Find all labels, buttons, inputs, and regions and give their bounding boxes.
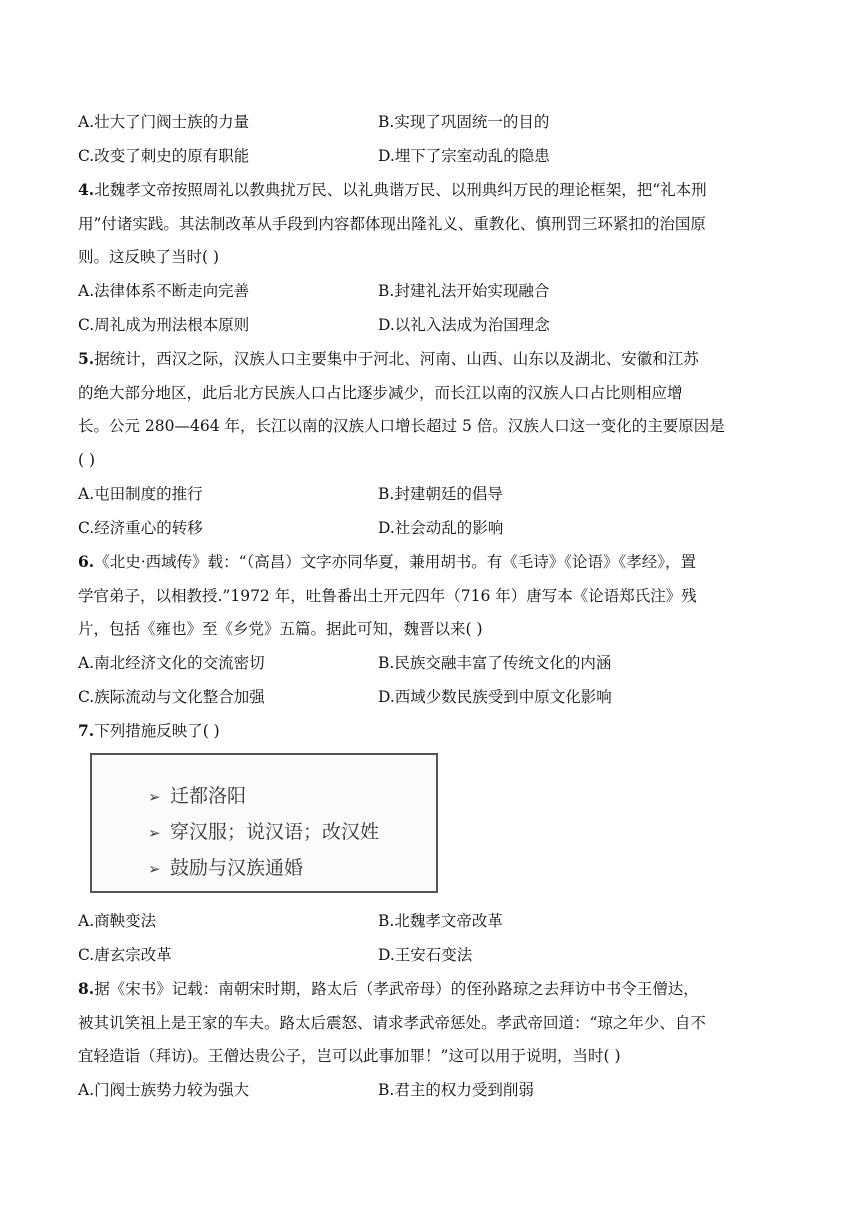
q4-option-c[interactable]: C.周礼成为刑法根本原则 bbox=[78, 316, 250, 334]
q4-option-b[interactable]: B.封建礼法开始实现融合 bbox=[378, 282, 550, 300]
arrow-right-icon: ➢ bbox=[148, 824, 161, 842]
q7-measure-2: ➢ 穿汉服；说汉语；改汉姓 bbox=[148, 821, 380, 843]
q7-measures-box bbox=[90, 753, 438, 893]
q6-stem-line-1: 6.《北史·西域传》载：“（高昌）文字亦同华夏，兼用胡书。有《毛诗》《论语》《孝经》，置 bbox=[78, 552, 697, 571]
q6-option-c[interactable]: C.族际流动与文化整合加强 bbox=[78, 688, 265, 706]
q7-option-a[interactable]: A.商鞅变法 bbox=[78, 912, 157, 930]
q6-option-d[interactable]: D.西域少数民族受到中原文化影响 bbox=[378, 688, 612, 706]
q3-option-c[interactable]: C.改变了刺史的原有职能 bbox=[78, 147, 250, 165]
q3-option-b[interactable]: B.实现了巩固统一的目的 bbox=[378, 113, 550, 131]
q5-option-a[interactable]: A.屯田制度的推行 bbox=[78, 485, 203, 503]
q5-option-b[interactable]: B.封建朝廷的倡导 bbox=[378, 485, 503, 503]
q7-measure-1: ➢ 迁都洛阳 bbox=[148, 785, 247, 807]
q4-number: 4. bbox=[78, 180, 95, 199]
q6-number: 6. bbox=[78, 552, 95, 571]
q7-stem: 7.下列措施反映了( ) bbox=[78, 721, 220, 740]
q7-option-b[interactable]: B.北魏孝文帝改革 bbox=[378, 912, 503, 930]
q8-stem-line-2: 被其讥笑祖上是王家的车夫。路太后震怒、请求孝武帝惩处。孝武帝回道：“琼之年少、自不 bbox=[78, 1014, 706, 1032]
q3-option-d[interactable]: D.埋下了宗室动乱的隐患 bbox=[378, 147, 550, 165]
q7-number: 7. bbox=[78, 721, 95, 740]
q5-number: 5. bbox=[78, 349, 95, 368]
q7-measure-3: ➢ 鼓励与汉族通婚 bbox=[148, 857, 304, 879]
q6-option-a[interactable]: A.南北经济文化的交流密切 bbox=[78, 654, 265, 672]
q6-option-b[interactable]: B.民族交融丰富了传统文化的内涵 bbox=[378, 654, 612, 672]
q7-option-c[interactable]: C.唐玄宗改革 bbox=[78, 946, 172, 964]
q5-option-d[interactable]: D.社会动乱的影响 bbox=[378, 519, 504, 537]
q8-number: 8. bbox=[78, 979, 95, 998]
q4-stem-line-1: 4.北魏孝文帝按照周礼以教典扰万民、以礼典谐万民、以刑典纠万民的理论框架，把“礼本刑 bbox=[78, 180, 707, 199]
q4-stem-line-2: 用”付诸实践。其法制改革从手段到内容都体现出隆礼义、重教化、慎刑罚三环紧扣的治国原 bbox=[78, 215, 706, 233]
q4-stem-line-3: 则。这反映了当时( ) bbox=[78, 248, 220, 266]
q6-stem-line-2: 学官弟子，以相教授.”1972 年，吐鲁番出土开元四年（716 年）唐写本《论语郑氏注》残 bbox=[78, 587, 697, 605]
q7-option-d[interactable]: D.王安石变法 bbox=[378, 946, 473, 964]
q4-option-d[interactable]: D.以礼入法成为治国理念 bbox=[378, 316, 550, 334]
q8-stem-line-1: 8.据《宋书》记载：南朝宋时期，路太后（孝武帝母）的侄孙路琼之去拜访中书令王僧达， bbox=[78, 979, 699, 998]
q8-option-b[interactable]: B.君主的权力受到削弱 bbox=[378, 1081, 534, 1099]
q8-stem-line-3: 宜轻造诣（拜访)。王僧达贵公子，岂可以此事加罪！”这可以用于说明，当时( ) bbox=[78, 1047, 621, 1065]
q8-option-a[interactable]: A.门阀士族势力较为强大 bbox=[78, 1081, 250, 1099]
q3-option-a[interactable]: A.壮大了门阀士族的力量 bbox=[78, 113, 250, 131]
q4-option-a[interactable]: A.法律体系不断走向完善 bbox=[78, 282, 250, 300]
q5-option-c[interactable]: C.经济重心的转移 bbox=[78, 519, 203, 537]
q5-stem-line-2: 的绝大部分地区，此后北方民族人口占比逐步减少，而长江以南的汉族人口占比则相应增 bbox=[78, 384, 683, 402]
q5-stem-line-4: ( ) bbox=[78, 451, 96, 469]
arrow-right-icon: ➢ bbox=[148, 788, 161, 806]
arrow-right-icon: ➢ bbox=[148, 860, 161, 878]
q5-stem-line-3: 长。公元 280—464 年，长江以南的汉族人口增长超过 5 倍。汉族人口这一变化的主要原因是 bbox=[78, 417, 725, 435]
q6-stem-line-3: 片，包括《雍也》至《乡党》五篇。据此可知，魏晋以来( ) bbox=[78, 620, 483, 638]
q5-stem-line-1: 5.据统计，西汉之际，汉族人口主要集中于河北、河南、山西、山东以及湖北、安徽和江苏 bbox=[78, 349, 699, 368]
